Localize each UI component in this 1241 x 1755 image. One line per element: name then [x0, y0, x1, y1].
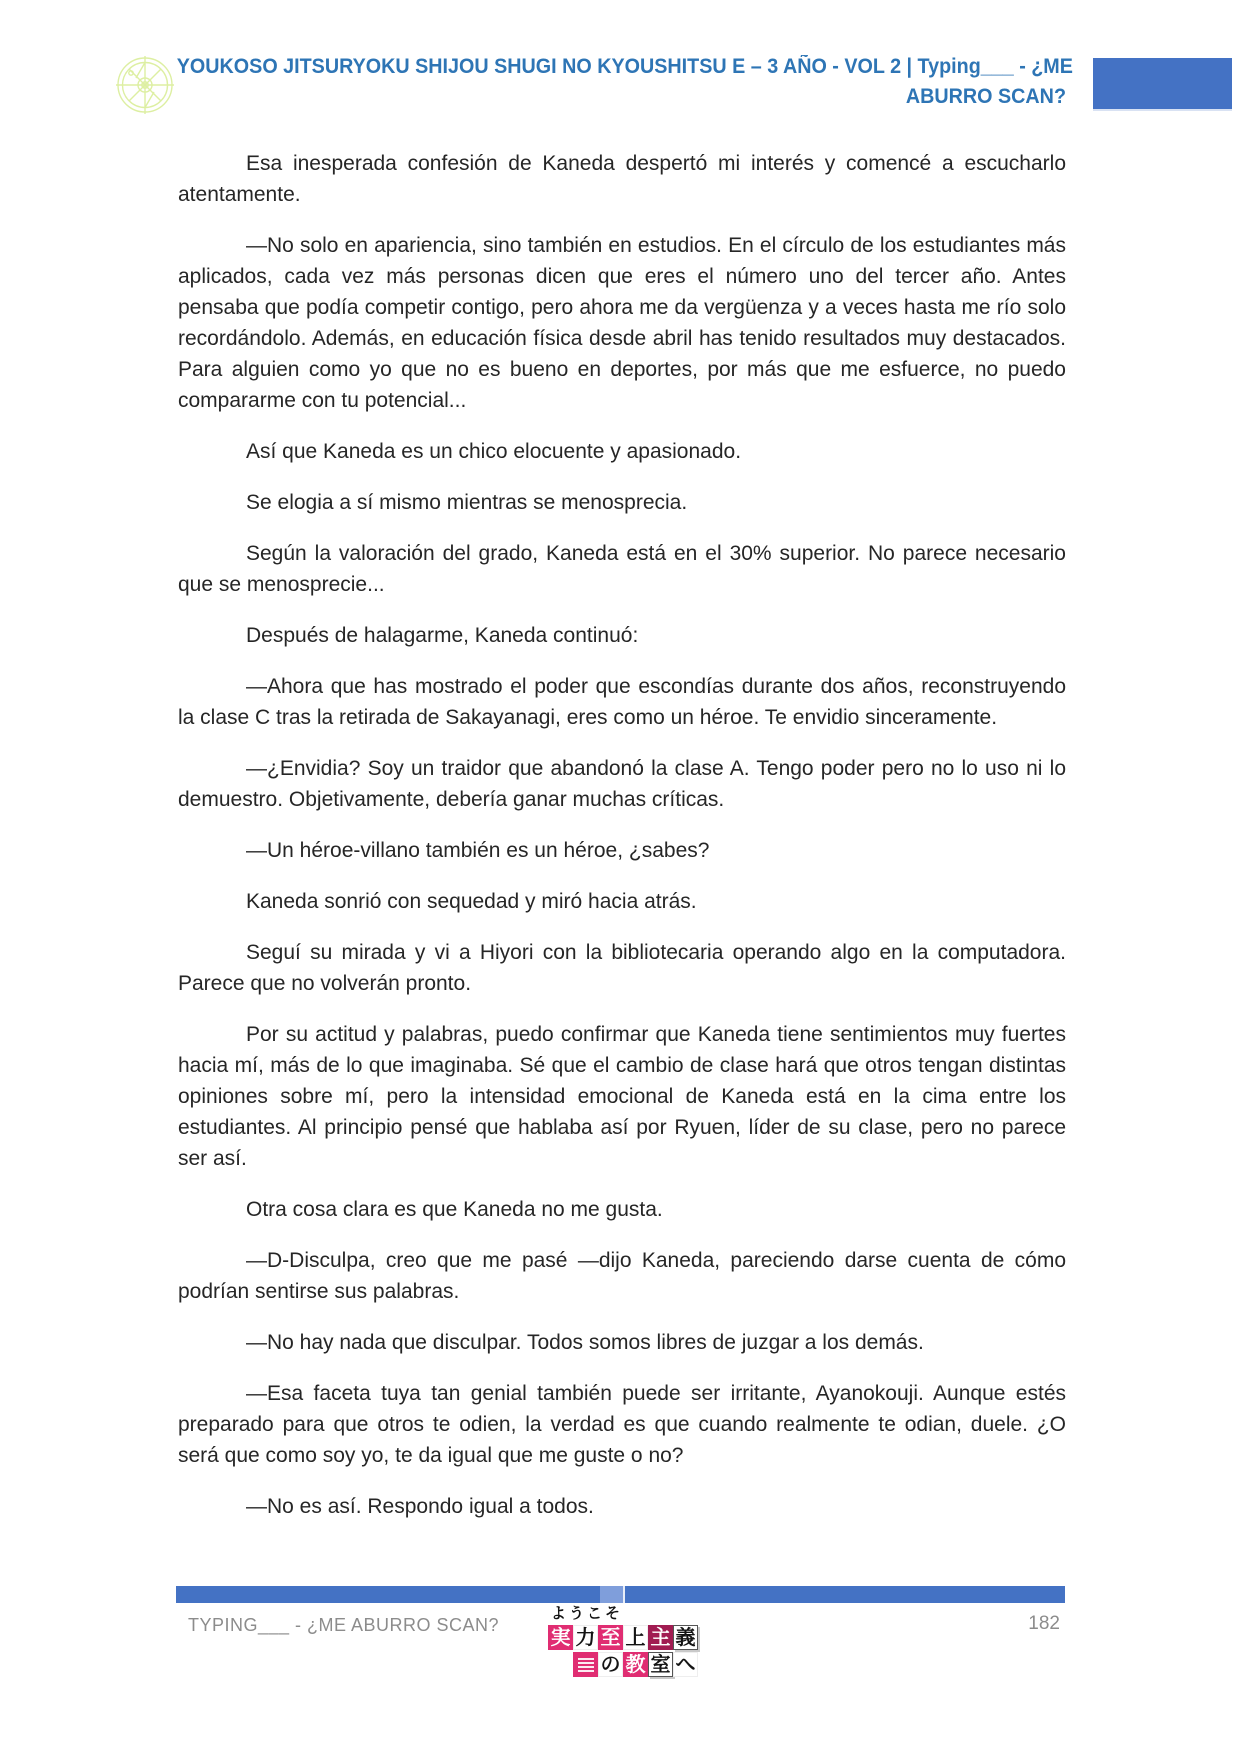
paragraph: —No solo en apariencia, sino también en estudios. En el círculo de los estudiantes más aplicados, cada vez más personas dicen que eres el número uno del tercer año. Antes pensaba que podía competir contigo, pero ahora me da vergüenza y a veces hasta me río solo recordándolo. Además, en educación física desde abril has tenido resultados muy destacados. Para alguien como yo que no es bueno en deportes, por más que me esfuerce, no puedo compararme con tu potencial... — [178, 234, 1066, 412]
paragraph: Kaneda sonrió con sequedad y miró hacia atrás. — [246, 890, 697, 913]
page-header-title — [176, 52, 1073, 112]
logo-kanji-block: 実 — [548, 1625, 573, 1650]
paragraph: —No hay nada que disculpar. Todos somos libres de juzgar a los demás. — [246, 1331, 924, 1354]
logo-tiny-text-block — [573, 1652, 598, 1677]
header-title-line2: ABURRO SCAN? — [905, 85, 1066, 108]
paragraph: Después de halagarme, Kaneda continuó: — [246, 624, 639, 647]
body-text — [178, 148, 1066, 1542]
header-accent-rectangle — [1093, 58, 1232, 111]
footer-bar-divider — [623, 1586, 625, 1603]
paragraph: Esa inesperada confesión de Kaneda despertó mi interés y comencé a escucharlo atentamente. — [178, 152, 1066, 206]
header-title-line1: YOUKOSO JITSURYOKU SHIJOU SHUGI NO KYOUSHITSU E – 3 AÑO - VOL 2 | Typing___ - ¿ME — [176, 55, 1073, 78]
logo-kanji-block: 主 — [648, 1625, 673, 1650]
logo-kanji-block: 至 — [598, 1625, 623, 1650]
logo-kanji-block: 上 — [623, 1625, 648, 1650]
paragraph: —No es así. Respondo igual a todos. — [246, 1495, 594, 1518]
paragraph: Se elogia a sí mismo mientras se menosprecia. — [246, 491, 688, 514]
footer-scan-credit: TYPING___ - ¿ME ABURRO SCAN? — [188, 1615, 500, 1635]
paragraph: Por su actitud y palabras, puedo confirmar que Kaneda tiene sentimientos muy fuertes hacia mí, más de lo que imaginaba. Sé que el cambio de clase hará que otros tengan distintas opiniones sobre mí, pero la intensidad emocional de Kaneda está en la cima entre los estudiantes. Al principio pensé que hablaba así por Ryuen, líder de su clase, pero no parece ser así. — [178, 1023, 1066, 1170]
paragraph: —¿Envidia? Soy un traidor que abandonó la clase A. Tengo poder pero no lo uso ni lo demuestro. Objetivamente, debería ganar muchas críticas. — [178, 757, 1066, 811]
logo-kanji-block: の — [598, 1652, 623, 1677]
logo-row-1 — [548, 1625, 700, 1650]
footer-accent-bar — [176, 1586, 1065, 1603]
logo-kanji-block: 教 — [623, 1652, 648, 1677]
logo-kanji-block: 室 — [648, 1652, 673, 1677]
paragraph: —Un héroe-villano también es un héroe, ¿sabes? — [246, 839, 710, 862]
logo-kanji-block: 義 — [673, 1625, 698, 1650]
wheel-globe-logo — [108, 48, 182, 122]
paragraph: Así que Kaneda es un chico elocuente y apasionado. — [246, 440, 742, 463]
classroom-of-the-elite-logo — [548, 1604, 700, 1677]
paragraph: —Ahora que has mostrado el poder que escondías durante dos años, reconstruyendo la clase C tras la retirada de Sakayanagi, eres como un héroe. Te envidio sinceramente. — [178, 675, 1066, 729]
paragraph: —Esa faceta tuya tan genial también puede ser irritante, Ayanokouji. Aunque estés preparado para que otros te odien, la verdad es que cuando realmente te odian, duele. ¿O será que como soy yo, te da igual que me guste o no? — [178, 1382, 1066, 1467]
page-number: 182 — [1028, 1613, 1060, 1634]
logo-youkoso-text: ようこそ — [551, 1604, 624, 1622]
logo-kanji-block: 力 — [573, 1625, 598, 1650]
paragraph: Otra cosa clara es que Kaneda no me gusta. — [246, 1198, 663, 1221]
paragraph: Según la valoración del grado, Kaneda está en el 30% superior. No parece necesario que se menosprecie... — [178, 542, 1066, 596]
logo-kanji-block: へ — [673, 1652, 698, 1677]
paragraph: —D-Disculpa, creo que me pasé —dijo Kaneda, pareciendo darse cuenta de cómo podrían sentirse sus palabras. — [178, 1249, 1066, 1303]
footer-bar-notch — [600, 1586, 623, 1603]
paragraph: Seguí su mirada y vi a Hiyori con la bibliotecaria operando algo en la computadora. Parece que no volverán pronto. — [178, 941, 1066, 995]
logo-row-2 — [573, 1652, 700, 1677]
